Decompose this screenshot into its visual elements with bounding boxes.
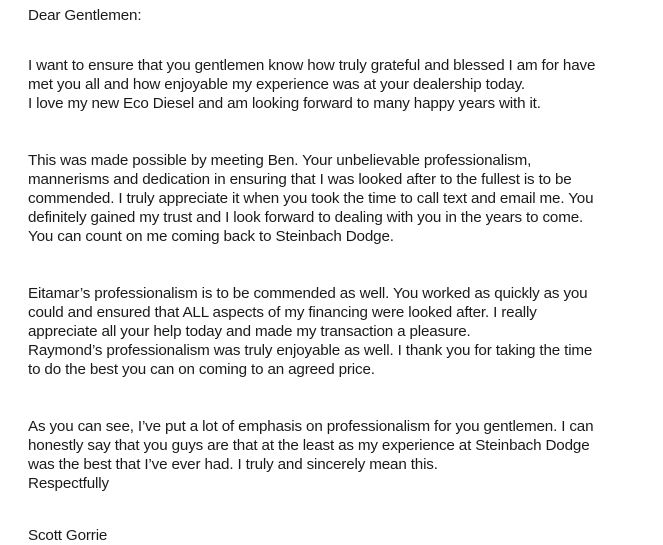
paragraph-line: honestly say that you guys are that at the least as my experience at Steinbach Dodge — [28, 437, 590, 454]
paragraph-ben — [28, 151, 658, 246]
greeting: Dear Gentlemen: — [28, 7, 142, 24]
paragraph-line: could and ensured that ALL aspects of my financing were looked after. I really — [28, 304, 537, 321]
paragraph-line: You can count on me coming back to Steinbach Dodge. — [28, 228, 394, 245]
paragraph-line: I love my new Eco Diesel and am looking forward to many happy years with it. — [28, 95, 541, 112]
paragraph-line: to do the best you can on coming to an agreed price. — [28, 361, 375, 378]
letter-body — [28, 6, 658, 545]
paragraph-line: As you can see, I’ve put a lot of emphasis on professionalism for you gentlemen. I can — [28, 418, 594, 435]
paragraph-eitamar-raymond — [28, 284, 658, 379]
closing-word: Respectfully — [28, 475, 109, 492]
paragraph-line: Eitamar’s professionalism is to be commended as well. You worked as quickly as you — [28, 285, 588, 302]
paragraph-line: Raymond’s professionalism was truly enjoyable as well. I thank you for taking the time — [28, 342, 593, 359]
paragraph-line: was the best that I’ve ever had. I truly and sincerely mean this. — [28, 456, 438, 473]
paragraph-line: met you all and how enjoyable my experience was at your dealership today. — [28, 76, 525, 93]
paragraph-line: This was made possible by meeting Ben. Your unbelievable professionalism, — [28, 152, 532, 169]
paragraph-closing — [28, 417, 658, 493]
signature: Scott Gorrie — [28, 527, 108, 544]
paragraph-line: I want to ensure that you gentlemen know how truly grateful and blessed I am for have — [28, 57, 596, 74]
paragraph-gratitude — [28, 56, 658, 113]
paragraph-line: definitely gained my trust and I look forward to dealing with you in the years to come. — [28, 209, 584, 226]
paragraph-line: mannerisms and dedication in ensuring that I was looked after to the fullest is to be — [28, 171, 572, 188]
paragraph-line: appreciate all your help today and made my transaction a pleasure. — [28, 323, 471, 340]
paragraph-line: commended. I truly appreciate it when you took the time to call text and email me. You — [28, 190, 594, 207]
